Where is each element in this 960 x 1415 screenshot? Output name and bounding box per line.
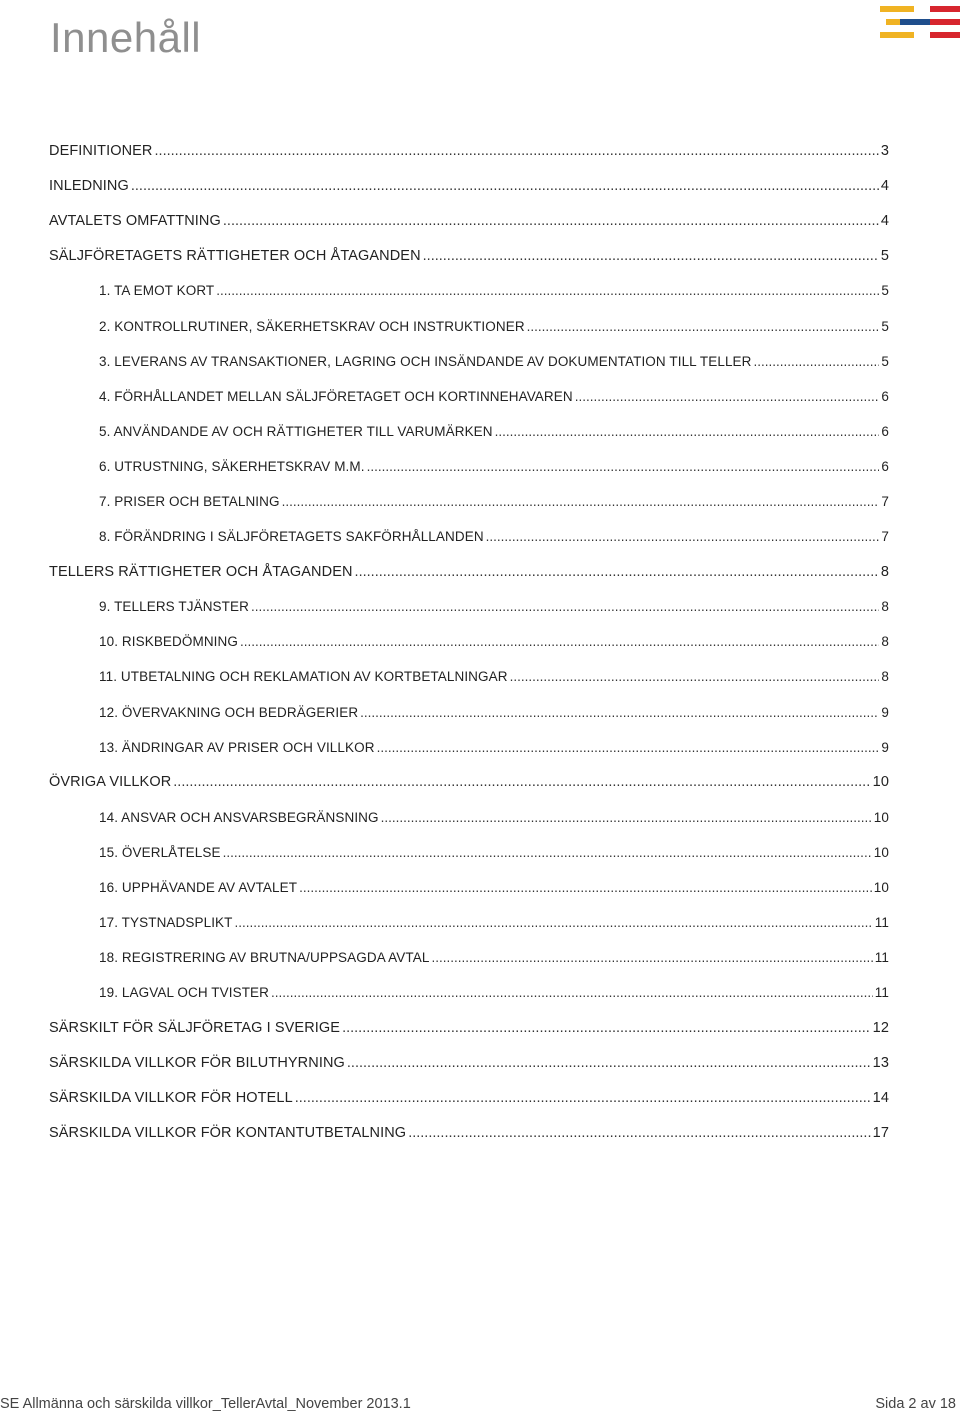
toc-leader-dots (347, 1055, 871, 1071)
toc-entry-page: 8 (881, 634, 889, 650)
toc-leader-dots (342, 1020, 871, 1036)
toc-entry-label: 2. KONTROLLRUTINER, SÄKERHETSKRAV OCH INSTRUKTIONER (99, 318, 525, 334)
toc-leader-dots (360, 705, 879, 720)
page-title: Innehåll (50, 14, 202, 61)
toc-entry-page: 4 (880, 212, 889, 229)
toc-entry[interactable] (49, 1116, 889, 1151)
toc-leader-dots (295, 1090, 871, 1106)
toc-entry-label: AVTALETS OMFATTNING (49, 212, 221, 229)
toc-entry-label: 11. UTBETALNING OCH REKLAMATION AV KORTBETALNINGAR (99, 669, 508, 685)
toc-entry[interactable] (49, 203, 889, 238)
toc-entry[interactable] (49, 975, 889, 1010)
logo-bar-red-1 (930, 6, 960, 12)
toc-entry-label: 12. ÖVERVAKNING OCH BEDRÄGERIER (99, 704, 359, 720)
toc-entry-label: 17. TYSTNADSPLIKT (99, 915, 233, 931)
toc-entry-page: 4 (880, 177, 889, 194)
toc-entry[interactable] (49, 800, 889, 835)
teller-logo (880, 6, 960, 38)
toc-entry-page: 8 (881, 599, 889, 615)
toc-entry-label: 9. TELLERS TJÄNSTER (99, 599, 249, 615)
toc-entry-page: 9 (881, 739, 889, 755)
toc-leader-dots (299, 880, 872, 895)
toc-entry-page: 10 (873, 809, 889, 825)
toc-entry-label: SÄRSKILDA VILLKOR FÖR HOTELL (49, 1090, 293, 1107)
toc-entry-page: 11 (874, 985, 889, 1001)
toc-entry[interactable] (49, 870, 889, 905)
toc-entry-label: 7. PRISER OCH BETALNING (99, 493, 280, 509)
toc-leader-dots (223, 213, 879, 229)
toc-entry-label: 3. LEVERANS AV TRANSAKTIONER, LAGRING OCH INSÄNDANDE AV DOKUMENTATION TILL TELLER (99, 353, 752, 369)
toc-entry[interactable] (49, 905, 889, 940)
toc-entry[interactable] (49, 449, 889, 484)
toc-entry-page: 6 (881, 388, 889, 404)
logo-bar-red-2 (930, 19, 960, 25)
toc-entry-label: 19. LAGVAL OCH TVISTER (99, 985, 270, 1001)
toc-entry-page: 10 (873, 880, 889, 896)
toc-entry-page: 7 (881, 493, 889, 509)
toc-entry-label: 14. ANSVAR OCH ANSVARSBEGRÄNSNING (99, 809, 379, 825)
footer-page-number: Sida 2 av 18 (875, 1396, 956, 1412)
toc-leader-dots (173, 774, 870, 790)
toc-entry-label: SÄLJFÖRETAGETS RÄTTIGHETER OCH ÅTAGANDEN (49, 247, 421, 264)
toc-leader-dots (423, 248, 879, 264)
toc-entry-page: 10 (872, 774, 889, 791)
toc-entry-label: 4. FÖRHÅLLANDET MELLAN SÄLJFÖRETAGET OCH KORTINNEHAVAREN (99, 388, 573, 404)
toc-leader-dots (408, 1125, 870, 1141)
toc-entry-page: 5 (881, 283, 889, 299)
toc-entry-page: 9 (881, 704, 889, 720)
toc-entry[interactable] (49, 730, 889, 765)
toc-entry[interactable] (49, 238, 889, 273)
toc-entry[interactable] (49, 765, 889, 800)
toc-entry-label: 10. RISKBEDÖMNING (99, 634, 238, 650)
toc-entry-page: 5 (881, 353, 889, 369)
table-of-contents (49, 133, 889, 1151)
toc-entry[interactable] (49, 835, 889, 870)
toc-leader-dots (355, 564, 879, 580)
toc-entry-label: ÖVRIGA VILLKOR (49, 774, 172, 791)
toc-leader-dots (282, 494, 880, 509)
toc-entry-page: 13 (872, 1054, 889, 1071)
toc-entry-label: 8. FÖRÄNDRING I SÄLJFÖRETAGETS SAKFÖRHÅLLANDEN (99, 529, 484, 545)
toc-entry[interactable] (49, 940, 889, 975)
toc-entry-label: SÄRSKILT FÖR SÄLJFÖRETAG I SVERIGE (49, 1019, 341, 1036)
toc-entry-label: 5. ANVÄNDANDE AV OCH RÄTTIGHETER TILL VARUMÄRKEN (99, 423, 493, 439)
toc-entry[interactable] (49, 519, 889, 554)
toc-entry[interactable] (49, 1010, 889, 1045)
toc-entry-page: 11 (874, 950, 889, 966)
toc-leader-dots (271, 985, 873, 1000)
toc-entry-label: TELLERS RÄTTIGHETER OCH ÅTAGANDEN (49, 563, 353, 580)
toc-leader-dots (131, 178, 879, 194)
toc-leader-dots (240, 634, 879, 649)
toc-entry-page: 8 (880, 563, 889, 580)
toc-leader-dots (754, 354, 880, 369)
toc-entry-page: 6 (881, 423, 889, 439)
toc-leader-dots (486, 529, 880, 544)
toc-entry-page: 5 (881, 318, 889, 334)
toc-entry[interactable] (49, 1045, 889, 1080)
toc-leader-dots (155, 143, 879, 159)
toc-entry-label: 15. ÖVERLÅTELSE (99, 844, 221, 860)
toc-entry-page: 10 (873, 844, 889, 860)
toc-entry-label: 13. ÄNDRINGAR AV PRISER OCH VILLKOR (99, 739, 375, 755)
toc-entry-label: 1. TA EMOT KORT (99, 283, 215, 299)
toc-leader-dots (527, 319, 880, 334)
toc-entry-label: 18. REGISTRERING AV BRUTNA/UPPSAGDA AVTAL (99, 950, 430, 966)
toc-leader-dots (431, 950, 872, 965)
toc-entry[interactable] (49, 273, 889, 308)
toc-entry-page: 11 (874, 915, 889, 931)
toc-leader-dots (495, 424, 880, 439)
logo-bar-blue (900, 19, 930, 25)
toc-leader-dots (223, 845, 872, 860)
toc-entry[interactable] (49, 1081, 889, 1116)
toc-entry[interactable] (49, 589, 889, 624)
toc-entry-page: 14 (872, 1090, 889, 1107)
toc-leader-dots (216, 283, 879, 298)
toc-entry-page: 5 (880, 247, 889, 264)
toc-entry[interactable] (49, 308, 889, 343)
toc-entry-page: 8 (881, 669, 889, 685)
toc-leader-dots (575, 389, 880, 404)
toc-entry[interactable] (49, 133, 889, 168)
toc-entry-label: INLEDNING (49, 177, 129, 194)
toc-entry-label: 6. UTRUSTNING, SÄKERHETSKRAV M.M. (99, 458, 365, 474)
toc-leader-dots (510, 669, 880, 684)
toc-leader-dots (251, 599, 879, 614)
toc-entry[interactable] (49, 484, 889, 519)
toc-entry[interactable] (49, 695, 889, 730)
toc-entry[interactable] (49, 554, 889, 589)
toc-entry-page: 12 (872, 1019, 889, 1036)
logo-bar-red-3 (930, 32, 960, 38)
toc-entry-page: 3 (880, 142, 889, 159)
toc-entry-page: 7 (881, 529, 889, 545)
toc-entry[interactable] (49, 659, 889, 694)
toc-entry-page: 17 (872, 1125, 889, 1142)
footer-document-name: SE Allmänna och särskilda villkor_TellerAvtal_November 2013.1 (0, 1396, 411, 1412)
toc-leader-dots (367, 459, 880, 474)
logo-bar-yellow-3 (880, 32, 914, 38)
toc-entry-label: 16. UPPHÄVANDE AV AVTALET (99, 880, 298, 896)
toc-leader-dots (377, 740, 880, 755)
toc-entry-page: 6 (881, 458, 889, 474)
toc-entry[interactable] (49, 414, 889, 449)
toc-entry[interactable] (49, 379, 889, 414)
toc-entry-label: SÄRSKILDA VILLKOR FÖR KONTANTUTBETALNING (49, 1125, 407, 1142)
toc-entry-label: SÄRSKILDA VILLKOR FÖR BILUTHYRNING (49, 1054, 345, 1071)
toc-entry-label: DEFINITIONER (49, 142, 153, 159)
toc-entry[interactable] (49, 168, 889, 203)
toc-leader-dots (381, 810, 872, 825)
logo-bar-yellow-1 (880, 6, 914, 12)
toc-leader-dots (235, 915, 873, 930)
toc-entry[interactable] (49, 344, 889, 379)
toc-entry[interactable] (49, 624, 889, 659)
